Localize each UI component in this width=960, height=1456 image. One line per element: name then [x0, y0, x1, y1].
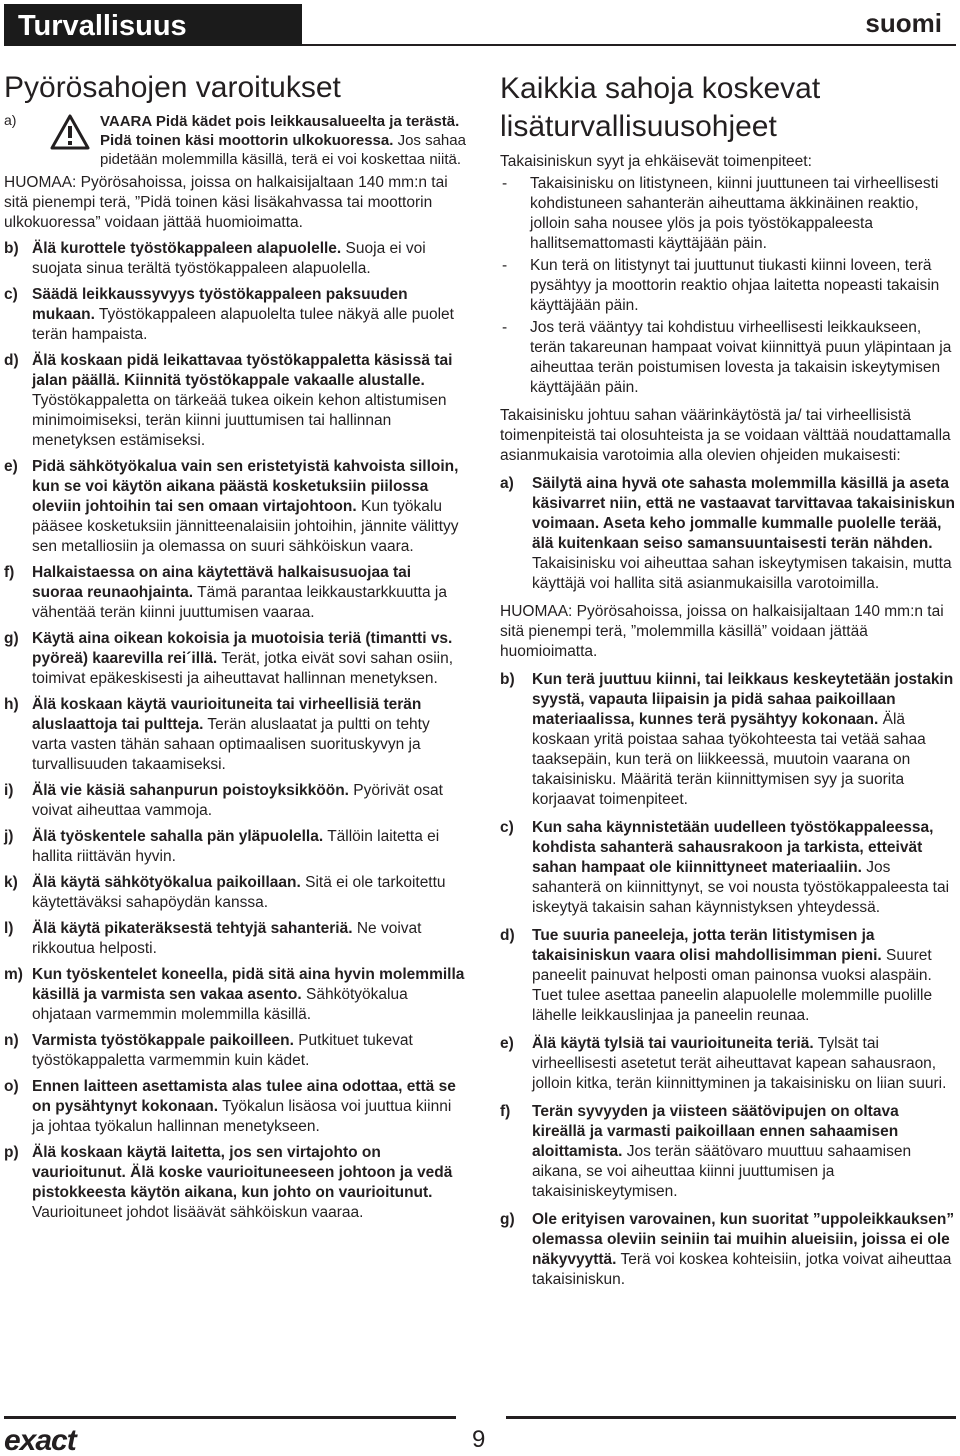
item-bold: Säilytä aina hyvä ote sahasta molemmilla käsillä ja aseta käsivarret niin, että ne vastaavat tarvittavaa takaisiniskun voimaan. Aseta keho jommalle kummalle puolelle terää, älä kuitenkaan seiso samansuuntaisesti terän nähden. [532, 475, 956, 552]
list-item [4, 827, 466, 867]
item-label: k) [4, 874, 18, 891]
item-text: Sitä ei ole tarkoitettu käytettäväksi sahapöydän kanssa. [32, 874, 446, 911]
item-text: Tylsät tai virheellisesti asetetut terät aiheuttavat kapean sahausraon, jolloin kitka, terän kiinnittyminen ja takaisinisku on liian suuri. [532, 1035, 947, 1092]
item-text: Suuret paneelit painuvat helposti oman painonsa vuoksi alaspäin. Tuet tulee asettaa paneelin alapuolelle molemmille puolille lähelle leikkauslinjaa ja paneelin reunaa. [532, 947, 933, 1024]
warning-block [4, 112, 466, 169]
dash-item [500, 256, 956, 316]
item-label: j) [4, 828, 14, 845]
item-label: g) [500, 1211, 515, 1228]
item-label: i) [4, 782, 14, 799]
list-item [4, 1143, 466, 1223]
item-label: e) [4, 458, 18, 475]
item-bold: Älä koskaan käytä laitetta, jos sen virtajohto on vaurioitunut. Älä koske vaurioituneeseen johtoon ja vedä pistokkeesta käytön aikana, kun johto on vaurioitunut. [32, 1144, 453, 1201]
dash-text: Kun terä on litistynyt tai juuttunut tiukasti kiinni loveen, terä pysähtyy ja moottorin reaktio ohjaa laitetta nopeasti takaisin käyttäjään päin. [530, 257, 940, 314]
right-item-d [500, 926, 956, 1026]
list-item [500, 670, 956, 810]
item-text: Takaisinisku voi aiheuttaa sahan iskeytymisen takaisin, mutta käyttäjä voi hallita sitä asianmukaisilla varotoimilla. [532, 555, 952, 592]
item-bold: Älä koskaan käytä vaurioituneita tai virheellisiä terän aluslaattoja tai pultteja. [32, 696, 422, 733]
item-bold: Kun työskentelet koneella, pidä sitä aina hyvin molemmilla käsillä ja varmista sen vakaa asento. [32, 966, 465, 1003]
dash-text: Jos terä vääntyy tai kohdistuu virheellisesti leikkaukseen, terän takareunan hampaat voivat kiinnittyä puun yläpintaan ja aiheuttaa terän poistumisen lovesta ja takaisin iskeytymisen käyttäjään päin. [530, 319, 952, 396]
item-text: Vaurioituneet johdot lisäävät sähköiskun vaaraa. [32, 1204, 364, 1221]
item-label: m) [4, 966, 23, 983]
list-item [4, 873, 466, 913]
item-bold: Ole erityisen varovainen, kun suoritat ”uppoleikkauksen” olemassa oleviin seiniin tai muihin alueisiin, joissa ei ole näkyvyyttä. [532, 1211, 955, 1268]
list-item [4, 563, 466, 623]
item-label: h) [4, 696, 19, 713]
item-text: Tällöin laitetta ei hallita riittävän hyvin. [32, 828, 440, 865]
item-bold: Älä käytä tylsiä tai vaurioituneita teriä. [532, 1035, 814, 1052]
section-title: Turvallisuus [18, 10, 187, 42]
item-text: Terän aluslaatat ja pultti on tehty varta vasten tähän sahaan optimaalisen suorituskyvyn ja turvallisuuden takaamiseksi. [32, 716, 430, 773]
right-item-a [500, 474, 956, 594]
header-bar [4, 4, 302, 46]
list-item [500, 1034, 956, 1094]
item-label: f) [4, 564, 15, 581]
left-items-list [4, 239, 466, 1223]
item-label: b) [500, 671, 515, 688]
item-label: d) [500, 927, 515, 944]
item-label: n) [4, 1032, 19, 1049]
dash-text: Takaisinisku on litistyneen, kiinni juuttuneen tai virheellisesti kohdistuneen sahanterän aiheuttama äkkinäinen reaktio, jolloin saha nousee ylös ja pois työstökappaleesta hallitsemattomasti käyttäjään päin. [530, 175, 939, 252]
item-bold: Halkaistaessa on aina käytettävä halkaisusuojaa tai suoraa reunaohjainta. [32, 564, 412, 601]
warning-bold: VAARA Pidä kädet pois leikkausalueelta ja terästä. Pidä toinen käsi moottorin ulkokuoressa. [100, 113, 460, 149]
item-bold: Älä käytä pikateräksestä tehtyjä sahanteriä. [32, 920, 353, 937]
list-item [4, 781, 466, 821]
header-rule [302, 44, 956, 46]
list-item [4, 239, 466, 279]
item-label: d) [4, 352, 19, 369]
list-item [4, 457, 466, 557]
dash-item [500, 318, 956, 398]
dash-marker: - [502, 175, 508, 192]
item-text: Työstökappaleen alapuolelta tulee näkyä alle puolet terän hampaista. [32, 306, 454, 343]
dash-item [500, 174, 956, 254]
item-bold: Kun terä juuttuu kiinni, tai leikkaus keskeytetään jostakin syystä, vapauta liipaisin ja pidä sahaa paikoillaan materiaalissa, kunnes terä pysähtyy kokonaan. [532, 671, 954, 728]
item-bold: Älä kurottele työstökappaleen alapuolelle. [32, 240, 342, 257]
footer-rule-right [506, 1416, 956, 1419]
warning-triangle-icon [50, 114, 90, 150]
right-note: HUOMAA: Pyörösahoissa, joissa on halkaisijaltaan 140 mm:n tai sitä pienempi terä, ”molemmilla käsillä” voidaan jättää huomioimatta. [500, 603, 944, 660]
right-heading: Kaikkia sahoja koskevat lisäturvallisuusohjeet [500, 72, 821, 143]
item-bold: Älä vie käsiä sahanpurun poistoyksikköön. [32, 782, 349, 799]
item-label: o) [4, 1078, 19, 1095]
list-item [4, 285, 466, 345]
item-label: c) [4, 286, 18, 303]
left-heading: Pyörösahojen varoitukset [4, 71, 341, 104]
list-item [4, 695, 466, 775]
item-text: Jos terän säätövaro muuttuu sahaamisen aikana, se voi aiheuttaa kiinni juuttumisen ja takaisiniskeytymisen. [532, 1143, 912, 1200]
item-label: g) [4, 630, 19, 647]
item-bold: Älä työskentele sahalla pän yläpuolella. [32, 828, 324, 845]
list-item [4, 629, 466, 689]
item-text: Terä voi koskea kohteisiin, jotka voivat aiheuttaa takaisiniskun. [532, 1251, 952, 1288]
item-bold: Pidä sähkötyökalua vain sen eristetyistä kahvoista silloin, kun se voi käytön aikana päästä kosketuksiin piilossa oleviin johtoihin tai sen omaan virtajohtoon. [32, 458, 459, 515]
page-number: 9 [472, 1426, 486, 1453]
item-label: f) [500, 1103, 511, 1120]
item-text: Pyörivät osat voivat aiheuttaa vammoja. [32, 782, 443, 819]
right-column [500, 70, 956, 1290]
item-label: c) [500, 819, 514, 836]
right-intro: Takaisiniskun syyt ja ehkäisevät toimenpiteet: [500, 153, 812, 170]
item-text: Työkalun lisäosa voi juuttua kiinni ja johtaa työkalun hallinnan menetykseen. [32, 1098, 452, 1135]
dash-marker: - [502, 319, 508, 336]
item-bold: Tue suuria paneeleja, jotta terän litistymisen ja takaisiniskun vaara olisi mahdollisimman pieni. [532, 927, 882, 964]
list-item [500, 818, 956, 918]
warning-normal: Jos sahaa pidetään molemmilla käsillä, terä ei voi koskettaa niitä. [100, 132, 466, 168]
item-text: Terät, jotka eivät sovi sahan osiin, toimivat epäkeskisesti ja aiheuttavat hallinnan menetyksen. [32, 650, 454, 687]
item-text: Suoja ei voi suojata sinua terältä työstökappaleen alapuolella. [32, 240, 426, 277]
item-text: Kun työkalu pääsee kosketuksiin jännitteenalaisiin johtoihin, jännite välittyy sen metalliosiin ja olemassa on suuri sähköiskun vaara. [32, 498, 459, 555]
item-label: e) [500, 1035, 514, 1052]
item-label: a) [500, 475, 514, 492]
item-text: Tämä parantaa leikkaustarkkuutta ja vähentää terän kiinni juuttumisen vaaraa. [32, 584, 447, 621]
item-text: Putkituet tukevat työstökappaletta varmemmin kuin kädet. [32, 1032, 413, 1069]
item-text: Sähkötyökalua ohjataan varmemmin molemmilla käsillä. [32, 986, 408, 1023]
left-note: HUOMAA: Pyörösahoissa, joissa on halkaisijaltaan 140 mm:n tai sitä pienempi terä, ”Pidä toinen käsi lisäkahvassa tai moottorin ulkokuoressa” voidaan jättää huomioimatta. [4, 174, 448, 231]
item-label: b) [4, 240, 19, 257]
right-paragraph: Takaisinisku johtuu sahan väärinkäytöstä ja/ tai virheellisistä toimenpiteistä tai olosuhteista ja se voidaan välttää noudattamalla asianmukaisia varotoimia alla olevien ohjeiden mukaisesti: [500, 407, 951, 464]
list-item [4, 919, 466, 959]
item-bold: Säädä leikkaussyvyys työstökappaleen paksuuden mukaan. [32, 286, 408, 323]
footer-rule-left [4, 1416, 456, 1419]
brand-logo: exact [4, 1424, 76, 1456]
dash-marker: - [502, 257, 508, 274]
list-item [500, 1210, 956, 1290]
item-bold: Kun saha käynnistetään uudelleen työstökappaleessa, kohdista sahanterä sahausrakoon ja tarkista, etteivät sahan hampaat ole kiinnittyneet materiaaliin. [532, 819, 934, 876]
right-items-list-2 [500, 1034, 956, 1290]
item-text: Työstökappaletta on tärkeää tukea oikein kehon altistumisen minimoimiseksi, terän kiinni juuttumisen tai hallinnan menetyksen estämiseksi. [32, 392, 447, 449]
item-text: Ne voivat rikkoutua helposti. [32, 920, 422, 957]
list-item [4, 351, 466, 451]
list-item [500, 1102, 956, 1202]
language-label: suomi [865, 8, 942, 38]
left-column [4, 70, 466, 1223]
item-bold: Terän syvyyden ja viisteen säätövipujen on oltava kireällä ja varmasti paikoillaan ennen sahaamisen aloittamista. [532, 1103, 899, 1160]
item-text: Jos sahanterä on kiinnittynyt, se voi nousta työstökappaleesta tai iskeytyä takaisin sahan käynnistyksen yhteydessä. [532, 859, 950, 916]
list-item [4, 965, 466, 1025]
item-bold: Ennen laitteen asettamista alas tulee aina odottaa, että se on pysähtynyt kokonaan. [32, 1078, 456, 1115]
item-label: p) [4, 1144, 19, 1161]
warning-label: a) [4, 112, 17, 128]
list-item [4, 1077, 466, 1137]
dash-list [500, 174, 956, 398]
item-text: Älä koskaan yritä poistaa sahaa työkohteesta tai vetää sahaa taaksepäin, kun terä on liikkeessä, muutoin vaarana on takaisinisku. Määritä terän kiinnittymisen syy ja suorita korjaavat toimenpiteet. [532, 711, 926, 808]
item-label: l) [4, 920, 14, 937]
item-bold: Varmista työstökappale paikoilleen. [32, 1032, 294, 1049]
item-bold: Käytä aina oikean kokoisia ja muotoisia teriä (timantti vs. pyöreä) kaarevilla rei´illä. [32, 630, 453, 667]
right-items-list [500, 670, 956, 918]
item-bold: Älä koskaan pidä leikattavaa työstökappaletta käsissä tai jalan päällä. Kiinnitä työstökappale vakaalle alustalle. [32, 352, 453, 389]
list-item [4, 1031, 466, 1071]
item-bold: Älä käytä sähkötyökalua paikoillaan. [32, 874, 301, 891]
